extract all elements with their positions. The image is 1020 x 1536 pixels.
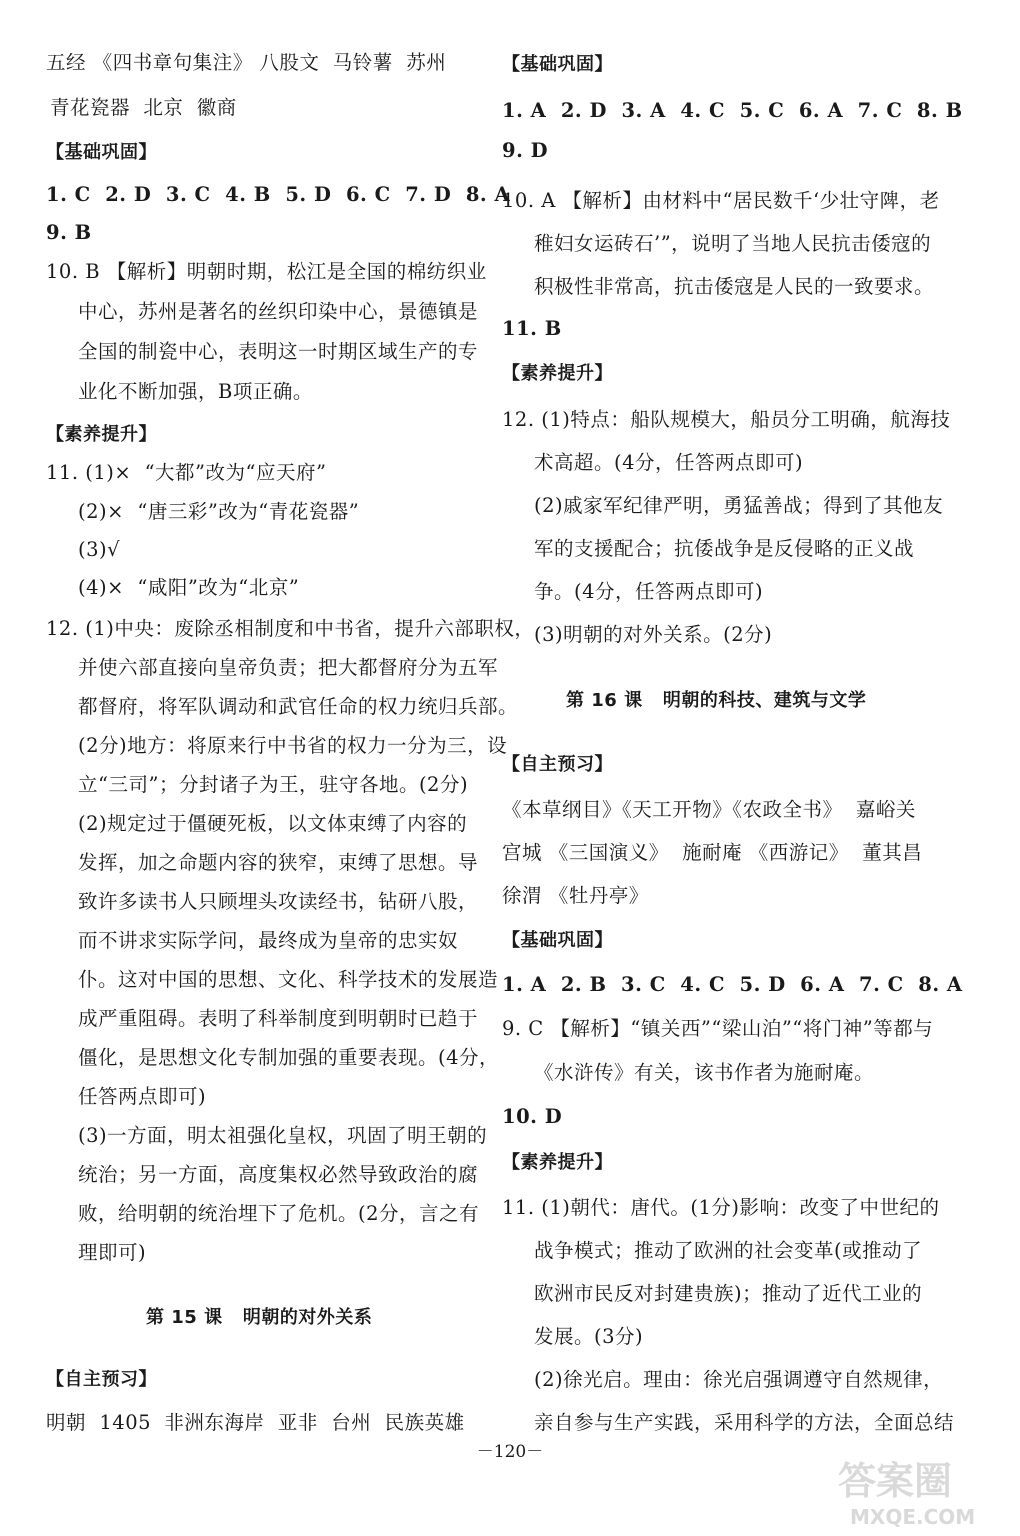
preview-line: 《本草纲目》《天工开物》《农政全书》 嘉峪关 xyxy=(502,798,916,821)
question-11-line: 欧洲市民反对封建贵族)；推动了近代工业的 xyxy=(534,1282,923,1305)
question-10-line: 中心，苏州是著名的丝织印染中心，景德镇是 xyxy=(78,300,479,323)
question-12-line: (3)一方面，明太祖强化皇权，巩固了明王朝的 xyxy=(78,1124,488,1147)
question-12-line: 而不讲求实际学问，最终成为皇帝的忠实奴 xyxy=(78,929,459,952)
question-10-line: 10. B 【解析】明朝时期，松江是全国的棉纺织业 xyxy=(46,260,487,283)
question-10-line: 10. A 【解析】由材料中“居民数千‘少壮守陴，老 xyxy=(502,189,940,212)
question-12-line: 12. (1)中央：废除丞相制度和中书省，提升六部职权， xyxy=(46,617,535,640)
intro-line: 青花瓷器 北京 徽商 xyxy=(50,96,237,119)
answer-line: 9. D xyxy=(502,139,549,162)
watermark-logo xyxy=(830,1450,1010,1530)
question-10-line: 积极性非常高，抗击倭寇是人民的一致要求。 xyxy=(534,275,935,298)
watermark-text: 答案圈 xyxy=(838,1459,953,1503)
lesson-15-title: 第 15 课 明朝的对外关系 xyxy=(146,1307,373,1328)
answer-line: 10. D xyxy=(502,1105,563,1128)
question-9-line: 9. C 【解析】“镇关西”“梁山泊”“将门神”等都与 xyxy=(502,1017,934,1040)
question-12-line: 僵化，是思想文化专制加强的重要表现。(4分， xyxy=(78,1046,500,1069)
question-12-line: 都督府，将军队调动和武官任命的权力统归兵部。 xyxy=(78,695,519,718)
question-11-line: 11. (1)朝代：唐代。(1分)影响：改变了中世纪的 xyxy=(502,1196,940,1219)
question-11-line: 11. (1)× “大都”改为“应天府” xyxy=(46,461,327,484)
question-12-line: 术高超。(4分，任答两点即可) xyxy=(534,451,804,474)
answer-line: 11. B xyxy=(502,317,562,340)
preview-line: 徐渭 《牡丹亭》 xyxy=(502,884,649,907)
question-12-line: (3)明朝的对外关系。(2分) xyxy=(534,623,773,646)
question-10-line: 业化不断加强，B项正确。 xyxy=(78,380,313,403)
question-9-line: 《水浒传》有关，该书作者为施耐庵。 xyxy=(534,1061,875,1084)
section-heading-suyang: 【素养提升】 xyxy=(502,363,613,384)
question-10-line: 稚妇女运砖石’”，说明了当地人民抗击倭寇的 xyxy=(534,232,932,255)
lesson-16-title: 第 16 课 明朝的科技、建筑与文学 xyxy=(566,690,867,711)
question-11-line: (3)√ xyxy=(78,538,121,561)
question-12-line: (2)规定过于僵硬死板，以文体束缚了内容的 xyxy=(78,812,468,835)
section-heading-suyang: 【素养提升】 xyxy=(46,424,157,445)
page-number: －120－ xyxy=(476,1442,544,1462)
question-12-line: 立“三司”；分封诸子为王，驻守各地。(2分) xyxy=(78,773,469,796)
watermark-url: MXQE.COM xyxy=(850,1505,976,1529)
preview-line: 宫城 《三国演义》 施耐庵 《西游记》 董其昌 xyxy=(502,841,923,864)
answer-line: 1. C 2. D 3. C 4. B 5. D 6. C 7. D 8. A xyxy=(46,183,511,206)
question-12-line: 12. (1)特点：船队规模大，船员分工明确，航海技 xyxy=(502,408,951,431)
question-12-line: 军的支援配合；抗倭战争是反侵略的正义战 xyxy=(534,537,915,560)
section-heading-jichu: 【基础巩固】 xyxy=(502,54,613,75)
question-12-line: 任答两点即可) xyxy=(78,1085,207,1108)
section-heading-jichu: 【基础巩固】 xyxy=(502,930,613,951)
answer-line: 9. B xyxy=(46,221,92,244)
question-12-line: 争。(4分，任答两点即可) xyxy=(534,580,764,603)
question-11-line: 亲自参与生产实践，采用科学的方法，全面总结 xyxy=(534,1411,955,1434)
question-12-line: 成严重阻碍。表明了科举制度到明朝时已趋于 xyxy=(78,1007,479,1030)
section-heading-zizhu: 【自主预习】 xyxy=(46,1369,157,1390)
question-11-line: 战争模式；推动了欧洲的社会变革(或推动了 xyxy=(534,1239,923,1262)
section-heading-jichu: 【基础巩固】 xyxy=(46,142,157,163)
question-12-line: (2分)地方：将原来行中书省的权力一分为三，设 xyxy=(78,734,508,757)
question-11-line: (2)徐光启。理由：徐光启强调遵守自然规律， xyxy=(534,1368,944,1391)
section-heading-zizhu: 【自主预习】 xyxy=(502,754,613,775)
answer-line: 1. A 2. D 3. A 4. C 5. C 6. A 7. C 8. B xyxy=(502,99,963,122)
question-12-line: 败，给明朝的统治埋下了危机。(2分，言之有 xyxy=(78,1202,480,1225)
question-12-line: 致许多读书人只顾埋头攻读经书，钻研八股， xyxy=(78,890,479,913)
question-12-line: (2)戚家军纪律严明，勇猛善战；得到了其他友 xyxy=(534,494,944,517)
answer-line: 1. A 2. B 3. C 4. C 5. D 6. A 7. C 8. A xyxy=(502,973,963,996)
section-heading-suyang: 【素养提升】 xyxy=(502,1152,613,1173)
question-12-line: 发挥，加之命题内容的狭窄，束缚了思想。导 xyxy=(78,851,479,874)
question-10-line: 全国的制瓷中心，表明这一时期区域生产的专 xyxy=(78,340,479,363)
question-11-line: 发展。(3分) xyxy=(534,1325,644,1348)
question-12-line: 并使六部直接向皇帝负责；把大都督府分为五军 xyxy=(78,656,499,679)
question-12-line: 仆。这对中国的思想、文化、科学技术的发展造 xyxy=(78,968,499,991)
question-11-line: (2)× “唐三彩”改为“青花瓷器” xyxy=(78,500,360,523)
question-12-line: 统治；另一方面，高度集权必然导致政治的腐 xyxy=(78,1163,479,1186)
question-11-line: (4)× “咸阳”改为“北京” xyxy=(78,576,300,599)
intro-line: 五经 《四书章句集注》 八股文 马铃薯 苏州 xyxy=(46,51,447,74)
preview-line: 明朝 1405 非洲东海岸 亚非 台州 民族英雄 xyxy=(46,1411,465,1434)
question-12-line: 理即可) xyxy=(78,1241,147,1264)
